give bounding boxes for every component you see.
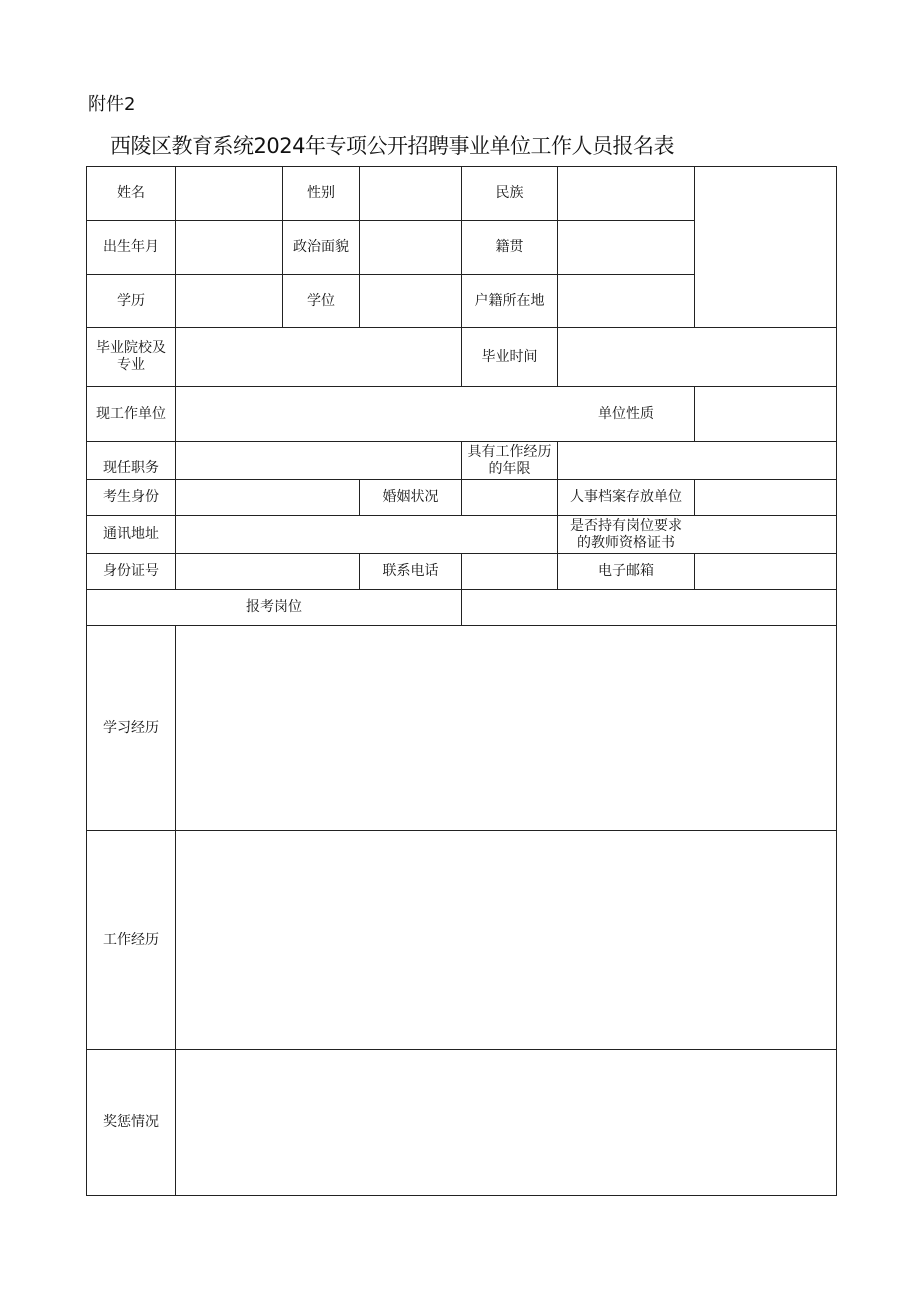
page-title: 西陵区教育系统2024年专项公开招聘事业单位工作人员报名表 xyxy=(110,134,674,158)
field-marital[interactable] xyxy=(462,480,557,515)
label-email: 电子邮箱 xyxy=(598,563,654,579)
field-native[interactable] xyxy=(558,221,694,274)
label-phone: 联系电话 xyxy=(382,563,439,579)
label-archive-unit: 人事档案存放单位 xyxy=(570,489,682,505)
label-unit-nature: 单位性质 xyxy=(598,405,654,422)
photo-box[interactable] xyxy=(695,167,836,327)
label-address: 通讯地址 xyxy=(103,526,159,542)
label-school-line1: 毕业院校及 xyxy=(96,340,166,356)
label-work-history: 工作经历 xyxy=(103,931,159,948)
label-ethnicity: 民族 xyxy=(495,185,524,201)
label-household: 户籍所在地 xyxy=(474,292,545,309)
label-cert-line1: 是否持有岗位要求 xyxy=(570,517,682,534)
label-cert xyxy=(558,516,694,553)
label-gender: 性别 xyxy=(307,185,335,201)
label-id-number: 身份证号 xyxy=(103,563,159,579)
field-id-number[interactable] xyxy=(176,554,359,589)
field-school[interactable] xyxy=(176,328,461,386)
field-political[interactable] xyxy=(360,221,461,274)
label-study-history: 学习经历 xyxy=(103,719,159,736)
label-education: 学历 xyxy=(117,292,145,309)
label-work-years-line1: 具有工作经历 xyxy=(467,443,552,460)
label-degree: 学位 xyxy=(307,292,335,309)
label-work-years-line2: 的年限 xyxy=(488,460,531,477)
field-candidate-identity[interactable] xyxy=(176,480,359,515)
label-rewards: 奖惩情况 xyxy=(103,1114,159,1130)
field-gender[interactable] xyxy=(360,167,461,220)
field-phone[interactable] xyxy=(462,554,557,589)
field-birth[interactable] xyxy=(176,221,282,274)
field-archive-unit[interactable] xyxy=(695,480,836,515)
label-current-unit: 现工作单位 xyxy=(96,405,166,422)
field-grad-time[interactable] xyxy=(558,328,836,386)
field-rewards[interactable] xyxy=(176,1050,836,1195)
field-degree[interactable] xyxy=(360,275,461,327)
label-school-line2: 专业 xyxy=(117,357,145,373)
field-current-unit[interactable] xyxy=(176,387,557,441)
field-ethnicity[interactable] xyxy=(558,167,694,220)
label-current-post: 现任职务 xyxy=(103,459,159,476)
label-candidate-identity: 考生身份 xyxy=(103,489,159,505)
field-cert[interactable] xyxy=(695,516,836,553)
field-email[interactable] xyxy=(695,554,836,589)
label-grad-time: 毕业时间 xyxy=(481,348,538,365)
label-work-years xyxy=(462,442,557,479)
label-political: 政治面貌 xyxy=(293,239,349,255)
field-current-post[interactable] xyxy=(176,442,461,479)
label-school xyxy=(87,328,175,386)
field-name[interactable] xyxy=(176,167,282,220)
label-birth: 出生年月 xyxy=(103,239,159,255)
field-position[interactable] xyxy=(462,590,836,625)
field-work-years[interactable] xyxy=(558,442,836,479)
field-work-history[interactable] xyxy=(176,831,836,1049)
label-native: 籍贯 xyxy=(495,239,524,255)
label-marital: 婚姻状况 xyxy=(382,489,439,505)
field-unit-nature[interactable] xyxy=(695,387,836,441)
field-education[interactable] xyxy=(176,275,282,327)
field-household[interactable] xyxy=(558,275,694,327)
label-position: 报考岗位 xyxy=(246,599,302,615)
field-address[interactable] xyxy=(176,516,557,553)
label-cert-line2: 的教师资格证书 xyxy=(577,534,675,551)
label-name: 姓名 xyxy=(117,185,145,201)
field-study-history[interactable] xyxy=(176,626,836,830)
attachment-label: 附件2 xyxy=(88,94,136,115)
